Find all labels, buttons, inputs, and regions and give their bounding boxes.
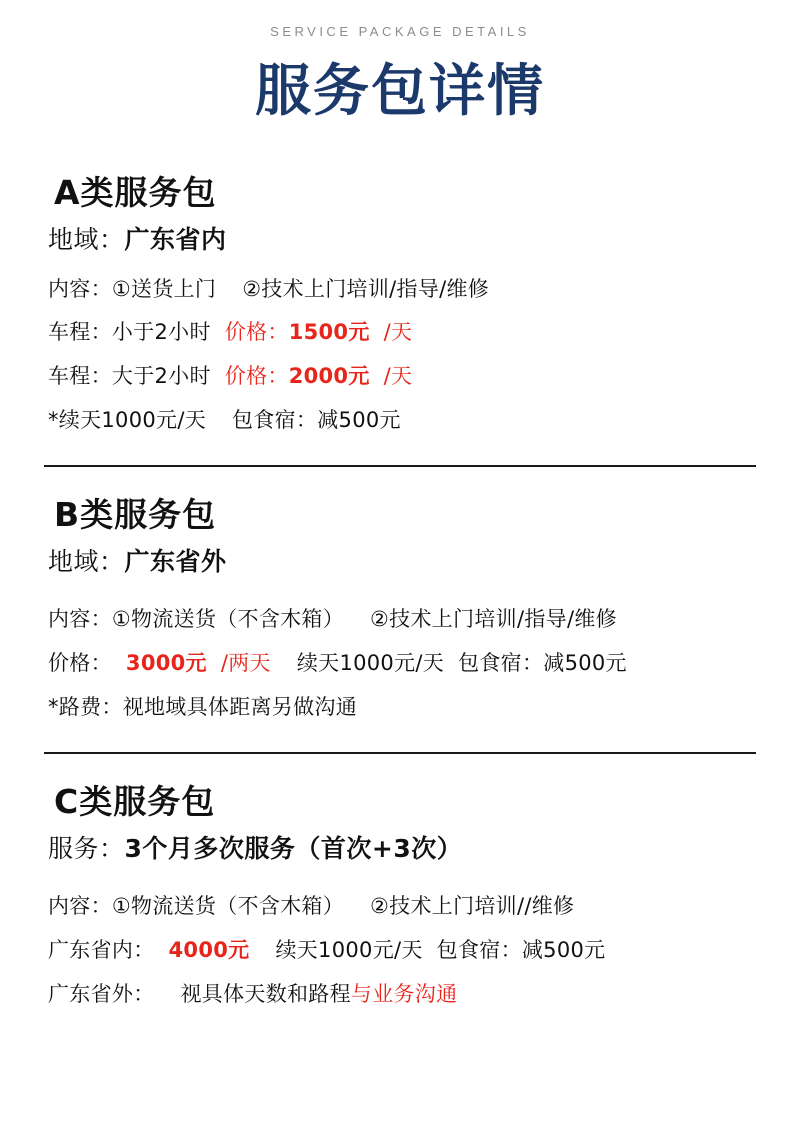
section-c-in-extra: 续天1000元/天 [275,937,423,962]
eyebrow-text: SERVICE PACKAGE DETAILS [270,24,530,39]
section-a-content-label: 内容： [48,276,112,301]
section-a-region [48,220,756,256]
section-package-c [44,776,756,1015]
section-a-trip1-line [48,313,756,353]
section-a-meal-value: 减500元 [317,408,401,433]
section-b-region-value: 广东省外 [124,547,227,577]
section-c-out-value: 视具体天数和路程 [180,981,351,1006]
section-b-title: B类服务包 [54,495,217,535]
section-a-region-label: 地域： [48,224,125,254]
section-a-trip1-label: 车程： [48,320,112,345]
section-c-out-label: 广东省外： [48,981,155,1006]
section-package-a [44,167,756,442]
section-b-price-unit: /两天 [220,651,271,676]
section-b-content-1: ①物流送货（不含木箱） [111,607,345,632]
section-b-note-line: *路费：视地域具体距离另做沟通 [48,694,357,719]
divider-a-b [44,465,756,467]
section-a-content-1: ①送货上门 [111,276,217,301]
section-a-trip1-value: 小于2小时 [111,320,211,345]
section-a-price2-value: 2000元 [288,364,370,389]
section-b-region [48,542,756,578]
section-b-price-value: 3000元 [125,651,207,676]
section-c-content-line [48,887,756,927]
section-b-meal-label: 包食宿： [458,651,544,676]
section-b-price-line [48,644,756,684]
section-a-content-line [48,270,756,310]
section-a-trip2-line [48,357,756,397]
section-c-service [48,829,756,865]
section-c-out-highlight: 与业务沟通 [350,981,458,1006]
section-c-in-meal-value: 减500元 [521,937,606,962]
section-a-region-value: 广东省内 [124,224,227,254]
section-a-price1-unit: /天 [383,320,413,345]
divider-b-c [44,752,756,754]
section-c-content-2: ②技术上门培训//维修 [370,893,575,918]
section-b-content-2: ②技术上门培训/指导/维修 [370,607,617,632]
section-c-in-price: 4000元 [168,937,250,962]
section-b-content-label: 内容： [48,607,112,632]
section-c-in-label: 广东省内： [48,937,155,962]
page-title: 服务包详情 [255,59,545,124]
section-c-service-value: 3个月多次服务（首次+3次） [124,833,463,863]
section-b-content-line [48,600,756,640]
document-page [0,24,800,1124]
content-area [0,167,800,1015]
section-b-region-label: 地域： [48,547,125,577]
section-c-service-label: 服务： [48,833,125,863]
section-a-price1-value: 1500元 [288,320,370,345]
section-c-in-meal-label: 包食宿： [436,937,522,962]
section-a-price2-label: 价格： [224,364,289,389]
section-a-note-line [48,401,756,441]
section-package-b [44,489,756,728]
section-a-title: A类服务包 [54,172,217,212]
section-a-meal-label: 包食宿： [232,408,318,433]
section-a-price1-label: 价格： [224,320,289,345]
section-c-outprovince-line [48,975,756,1015]
section-b-price-label: 价格： [48,651,112,676]
section-b-meal-value: 减500元 [543,651,627,676]
section-a-extra-days: *续天1000元/天 [48,408,207,433]
section-a-trip2-value: 大于2小时 [111,364,211,389]
section-a-price2-unit: /天 [383,364,413,389]
section-c-title: C类服务包 [54,781,216,821]
section-c-inprovince-line [48,931,756,971]
section-b-extra-days: 续天1000元/天 [296,651,445,676]
section-c-content-label: 内容： [48,893,112,918]
section-c-content-1: ①物流送货（不含木箱） [111,893,345,918]
section-a-trip2-label: 车程： [48,364,112,389]
section-a-content-2: ②技术上门培训/指导/维修 [242,276,490,301]
